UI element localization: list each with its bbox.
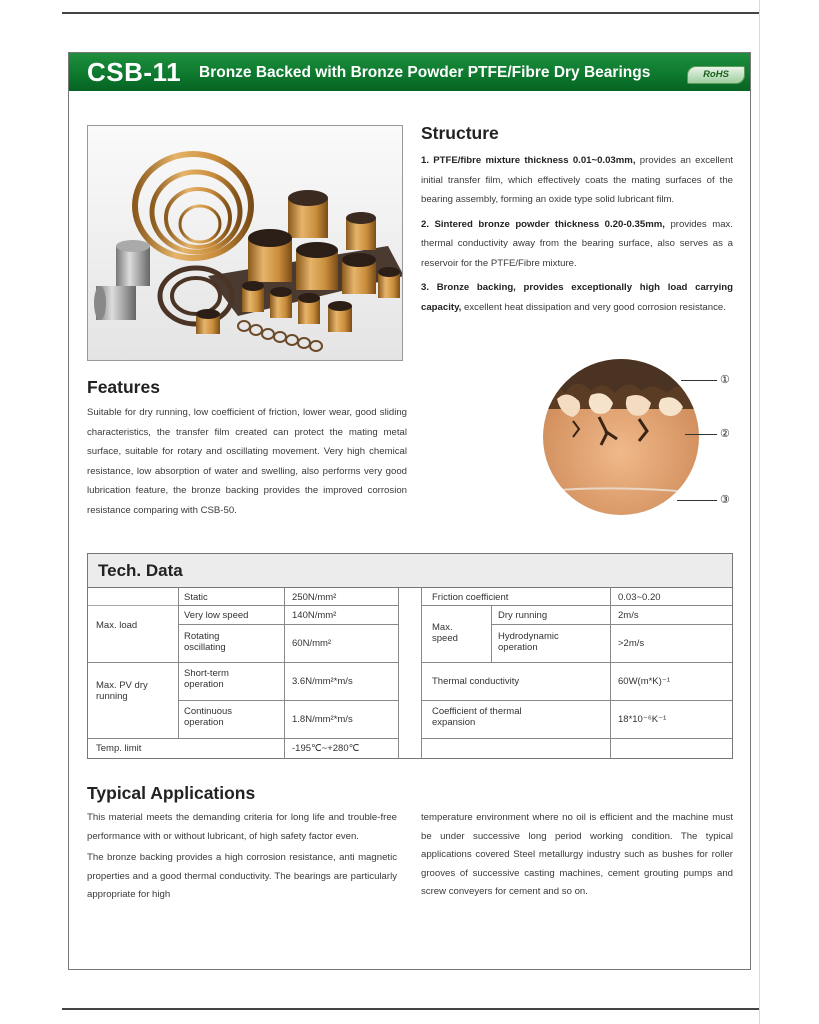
row-divider [421, 738, 732, 739]
tech-data-header [88, 554, 732, 588]
applications-column-right [421, 809, 733, 902]
row-divider [421, 605, 732, 606]
callout-line [685, 434, 717, 435]
cross-section-illustration [543, 359, 699, 515]
very-low-speed-label: Very low speed [184, 610, 249, 621]
thermal-expansion-label: Coefficient of thermal expansion [432, 706, 522, 728]
structure-list [421, 151, 733, 322]
row-divider [178, 624, 398, 625]
rotating-label: Rotating oscillating [184, 631, 226, 653]
structure-item [421, 215, 733, 274]
thermal-conductivity-value: 60W(m*K)⁻¹ [618, 676, 670, 687]
microstructure-image [543, 359, 699, 515]
row-divider [178, 700, 398, 701]
applications-column-left [87, 809, 397, 905]
structure-item [421, 151, 733, 210]
bottom-rule [62, 1008, 759, 1010]
row-divider [88, 738, 398, 739]
row-divider [421, 662, 732, 663]
thermal-conductivity-label: Thermal conductivity [432, 676, 520, 687]
applications-heading: Typical Applications [87, 783, 256, 803]
rohs-badge [687, 66, 745, 84]
applications-paragraph: temperature environment where no oil is efficient and the machine must be under successive long period working condition. The typical applications covered Steel metallurgy industry such as bushes for roller grooves of successive casting machines, cement grouting pumps and screw conveyers for cement and so on. [421, 812, 733, 897]
continuous-label: Continuous operation [184, 706, 233, 728]
page-edge [759, 0, 760, 1024]
row-divider [491, 624, 732, 625]
structure-item-text: excellent heat dissipation and very good corrosion resistance. [461, 301, 726, 313]
rotating-value: 60N/mm² [292, 638, 332, 649]
max-speed-label: Max. speed [432, 622, 458, 644]
layer-marker-3: ③ [720, 494, 730, 506]
product-subtitle: Bronze Backed with Bronze Powder PTFE/Fibre Dry Bearings [199, 64, 651, 81]
col-divider [421, 588, 422, 759]
top-rule [62, 12, 759, 14]
continuous-value: 1.8N/mm²*m/s [292, 714, 353, 725]
layer-marker-2: ② [720, 428, 730, 440]
callout-line [677, 500, 717, 501]
structure-item-text: provides max. thermal conductivity away from the bearing surface, also serves as a reservoir for the PTFE/Fibre mixture. [421, 218, 733, 269]
col-divider [178, 588, 179, 738]
product-code: CSB-11 [87, 57, 182, 87]
structure-item-text: provides an excellent initial transfer film, which effectively coats the mating surfaces of the bearing assembly, forming an oxide type solid lubricant film. [421, 155, 733, 205]
tech-data-title: Tech. Data [98, 561, 183, 580]
tech-data-table [87, 553, 733, 759]
static-label: Static [184, 592, 208, 603]
structure-item-lead: 3. Bronze backing, provides exceptionally high load carrying capacity, [421, 282, 733, 313]
row-divider [421, 700, 732, 701]
col-divider [284, 588, 285, 759]
structure-item-lead: 2. Sintered bronze powder thickness 0.20-0.35mm, [421, 218, 665, 230]
features-text: Suitable for dry running, low coefficient of friction, lower wear, good sliding characteristics, the transfer film created can protect the mating metal surface, suitable for rotary and oscillating movement. Very high chemical resistance, low absorption of water and swelling, also performs very good lubrication feature, the bronze backing provides the improved corrosion resistance comparing with CSB-50. [87, 407, 407, 516]
features-section [87, 403, 407, 520]
very-low-speed-value: 140N/mm² [292, 610, 337, 621]
applications-paragraph: This material meets the demanding criteria for long life and trouble-free performance with or without lubricant, of high safety factor even. [87, 812, 397, 842]
callout-line [681, 380, 717, 381]
structure-item [421, 278, 733, 317]
row-divider [178, 605, 398, 606]
col-divider [491, 605, 492, 662]
col-divider [610, 588, 611, 759]
dry-running-value: 2m/s [618, 610, 639, 621]
structure-heading: Structure [421, 123, 499, 143]
structure-item-lead: 1. PTFE/fibre mixture thickness 0.01~0.03mm, [421, 155, 636, 166]
max-load-label: Max. load [96, 620, 138, 631]
applications-paragraph: The bronze backing provides a high corrosion resistance, anti magnetic properties and a good thermal conductivity. The bearings are particularly appropriate for high [87, 852, 397, 900]
rohs-label: RoHS [703, 69, 729, 80]
layer-marker-1: ① [720, 374, 730, 386]
col-divider [398, 588, 399, 759]
friction-label: Friction coefficient [432, 592, 509, 603]
row-divider [88, 662, 398, 663]
hydrodynamic-value: >2m/s [618, 638, 645, 649]
title-banner [69, 53, 750, 91]
short-term-label: Short-term operation [184, 668, 229, 690]
features-heading: Features [87, 377, 160, 397]
friction-value: 0.03~0.20 [618, 592, 661, 603]
thermal-expansion-value: 18*10⁻⁶K⁻¹ [618, 714, 667, 725]
temp-limit-value: -195℃~+280℃ [292, 743, 360, 754]
datasheet [68, 52, 751, 970]
hydrodynamic-label: Hydrodynamic operation [498, 631, 559, 653]
dry-running-label: Dry running [498, 610, 548, 621]
bearings-illustration [88, 126, 403, 361]
product-photo [87, 125, 403, 361]
temp-limit-label: Temp. limit [96, 743, 142, 754]
static-value: 250N/mm² [292, 592, 337, 603]
max-pv-label: Max. PV dry running [96, 680, 148, 702]
short-term-value: 3.6N/mm²*m/s [292, 676, 353, 687]
